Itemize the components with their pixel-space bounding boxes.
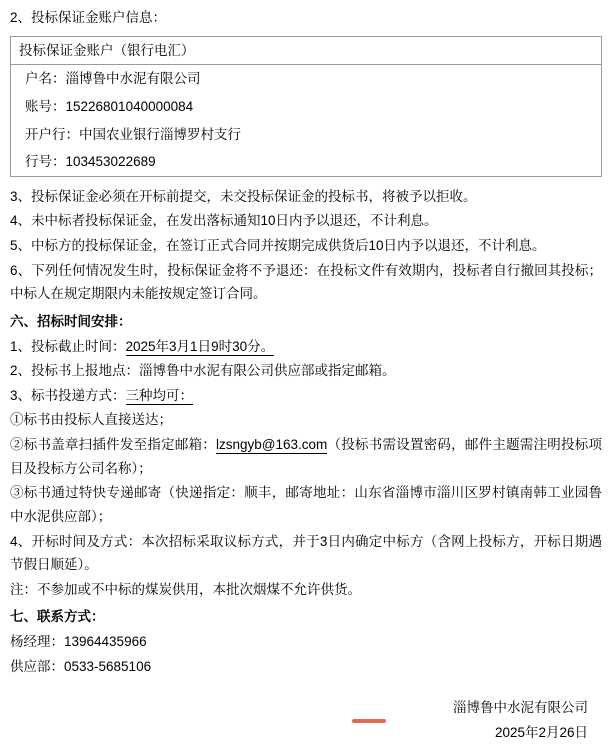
bid-bond-account-box — [10, 36, 602, 177]
delivery-method-label: 3、标书投递方式： — [10, 387, 126, 403]
delivery-option-2-prefix: ②标书盖章扫插件发至指定邮箱： — [10, 437, 217, 452]
section-seven-heading: 七、联系方式： — [10, 609, 105, 625]
signature-company: 淄博鲁中水泥有限公司 — [453, 700, 588, 716]
account-section-heading: 2、投标保证金账户信息： — [10, 10, 167, 25]
contact-email: lzsngyb@163.com — [216, 437, 328, 452]
clause-3: 3、投标保证金必须在开标前提交，未交投标保证金的投标书，将被予以拒收。 — [10, 188, 477, 204]
bid-deadline-label: 1、投标截止时间： — [10, 338, 126, 354]
account-row-bank-code: 行号：103453022689 — [25, 154, 156, 170]
delivery-option-2 — [10, 433, 602, 480]
bid-opening-line: 4、开标时间及方式：本次招标采取议标方式，并于3日内确定中标方（含网上投标方，开标日期遇节假日顺延）。 — [10, 533, 602, 573]
delivery-option-3: ③标书通过特快专递邮寄（快递指定：顺丰，邮寄地址：山东省淄博市淄川区罗村镇南韩工业园鲁中水泥供应部）； — [10, 485, 602, 524]
signature-block — [10, 696, 602, 746]
bid-deadline-line — [10, 335, 602, 359]
signature-date: 2025年2月26日 — [494, 725, 588, 741]
bid-deadline-value: 2025年3月1日9时30分。 — [125, 338, 275, 354]
contact-manager: 杨经理：13964435966 — [10, 634, 147, 649]
account-row-name: 户名：淄博鲁中水泥有限公司 — [25, 71, 201, 87]
submit-place-line: 2、投标书上报地点：淄博鲁中水泥有限公司供应部或指定邮箱。 — [10, 363, 396, 379]
account-row-bank: 开户行：中国农业银行淄博罗村支行 — [25, 126, 241, 142]
account-box-title: 投标保证金账户（银行电汇） — [11, 37, 601, 66]
supply-note: 注：不参加或不中标的煤炭供用，本批次烟煤不允许供货。 — [10, 581, 361, 597]
section-six-heading: 六、招标时间安排： — [10, 313, 132, 329]
delivery-option-2-suffix: （投标书需设置密码，邮件主题需注明投标项目及投标方公司名称）； — [10, 437, 603, 476]
clause-5: 5、中标方的投标保证金，在签订正式合同并按期完成供货后10日内予以退还，不计利息。 — [10, 238, 546, 253]
account-row-number: 账号：15226801040000084 — [25, 98, 194, 114]
contact-supply-dept: 供应部：0533-5685106 — [10, 658, 152, 674]
clause-6: 6、下列任何情况发生时，投标保证金将不予退还：在投标文件有效期内，投标者自行撤回其投标；中标人在规定期限内未能按规定签订合同。 — [10, 262, 602, 302]
delivery-option-1: ①标书由投标人直接送达； — [10, 412, 172, 428]
red-stamp-mark — [352, 719, 386, 723]
delivery-method-value: 三种均可： — [125, 387, 194, 403]
clause-4: 4、未中标者投标保证金，在发出落标通知10日内予以退还，不计利息。 — [10, 213, 438, 229]
delivery-method-line — [10, 384, 602, 408]
